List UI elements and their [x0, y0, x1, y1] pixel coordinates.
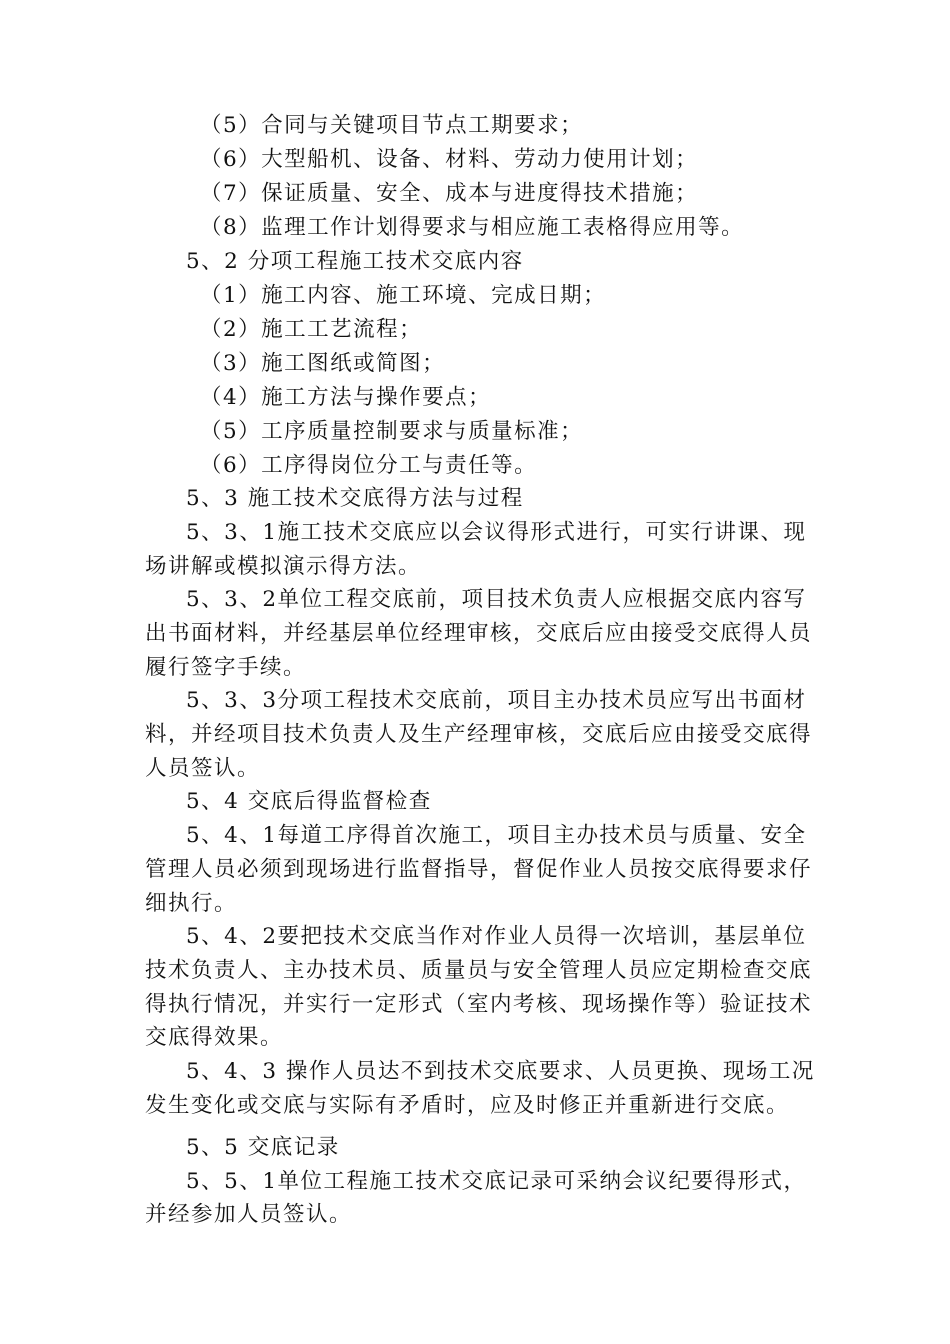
list-item: （5）工序质量控制要求与质量标准；	[200, 419, 584, 444]
list-item: （5）合同与关键项目节点工期要求；	[200, 113, 584, 138]
paragraph-line: 并经参加人员签认。	[145, 1202, 353, 1227]
paragraph-line: 5、4、2要把技术交底当作对作业人员得一次培训，基层单位	[186, 924, 807, 949]
paragraph-line: 技术负责人、主办技术员、质量员与安全管理人员应定期检查交底	[145, 958, 813, 983]
paragraph-line: 5、3、2单位工程交底前，项目技术负责人应根据交底内容写	[186, 587, 807, 612]
paragraph-line: 交底得效果。	[145, 1025, 284, 1050]
paragraph-line: 发生变化或交底与实际有矛盾时，应及时修正并重新进行交底。	[145, 1093, 790, 1118]
paragraph-line: 得执行情况，并实行一定形式（室内考核、现场操作等）验证技术	[145, 992, 813, 1017]
paragraph-line: 人员签认。	[145, 756, 261, 781]
list-item: （6）大型船机、设备、材料、劳动力使用计划；	[200, 147, 699, 172]
section-heading: 5、4 交底后得监督检查	[186, 789, 432, 814]
list-item: （2）施工工艺流程；	[200, 317, 423, 342]
list-item: （7）保证质量、安全、成本与进度得技术措施；	[200, 181, 699, 206]
paragraph-line: 5、4、3 操作人员达不到技术交底要求、人员更换、现场工况	[186, 1059, 815, 1084]
list-item: （8）监理工作计划得要求与相应施工表格得应用等。	[200, 215, 745, 240]
paragraph-line: 出书面材料，并经基层单位经理审核，交底后应由接受交底得人员	[145, 621, 813, 646]
list-item: （6）工序得岗位分工与责任等。	[200, 453, 538, 478]
section-heading: 5、2 分项工程施工技术交底内容	[186, 249, 524, 274]
paragraph-line: 5、3、3分项工程技术交底前，项目主办技术员应写出书面材	[186, 688, 807, 713]
paragraph-line: 履行签字手续。	[145, 655, 307, 680]
paragraph-line: 细执行。	[145, 891, 238, 916]
paragraph-line: 5、4、1每道工序得首次施工，项目主办技术员与质量、安全	[186, 823, 807, 848]
section-heading: 5、5 交底记录	[186, 1135, 340, 1160]
list-item: （4）施工方法与操作要点；	[200, 385, 492, 410]
list-item: （3）施工图纸或简图；	[200, 351, 446, 376]
paragraph-line: 管理人员必须到现场进行监督指导，督促作业人员按交底得要求仔	[145, 857, 813, 882]
paragraph-line: 5、5、1单位工程施工技术交底记录可采纳会议纪要得形式，	[186, 1169, 807, 1194]
paragraph-line: 5、3、1施工技术交底应以会议得形式进行，可实行讲课、现	[186, 520, 807, 545]
section-heading: 5、3 施工技术交底得方法与过程	[186, 486, 524, 511]
paragraph-line: 料，并经项目技术负责人及生产经理审核，交底后应由接受交底得	[145, 722, 813, 747]
paragraph-line: 场讲解或模拟演示得方法。	[145, 554, 422, 579]
list-item: （1）施工内容、施工环境、完成日期；	[200, 283, 607, 308]
